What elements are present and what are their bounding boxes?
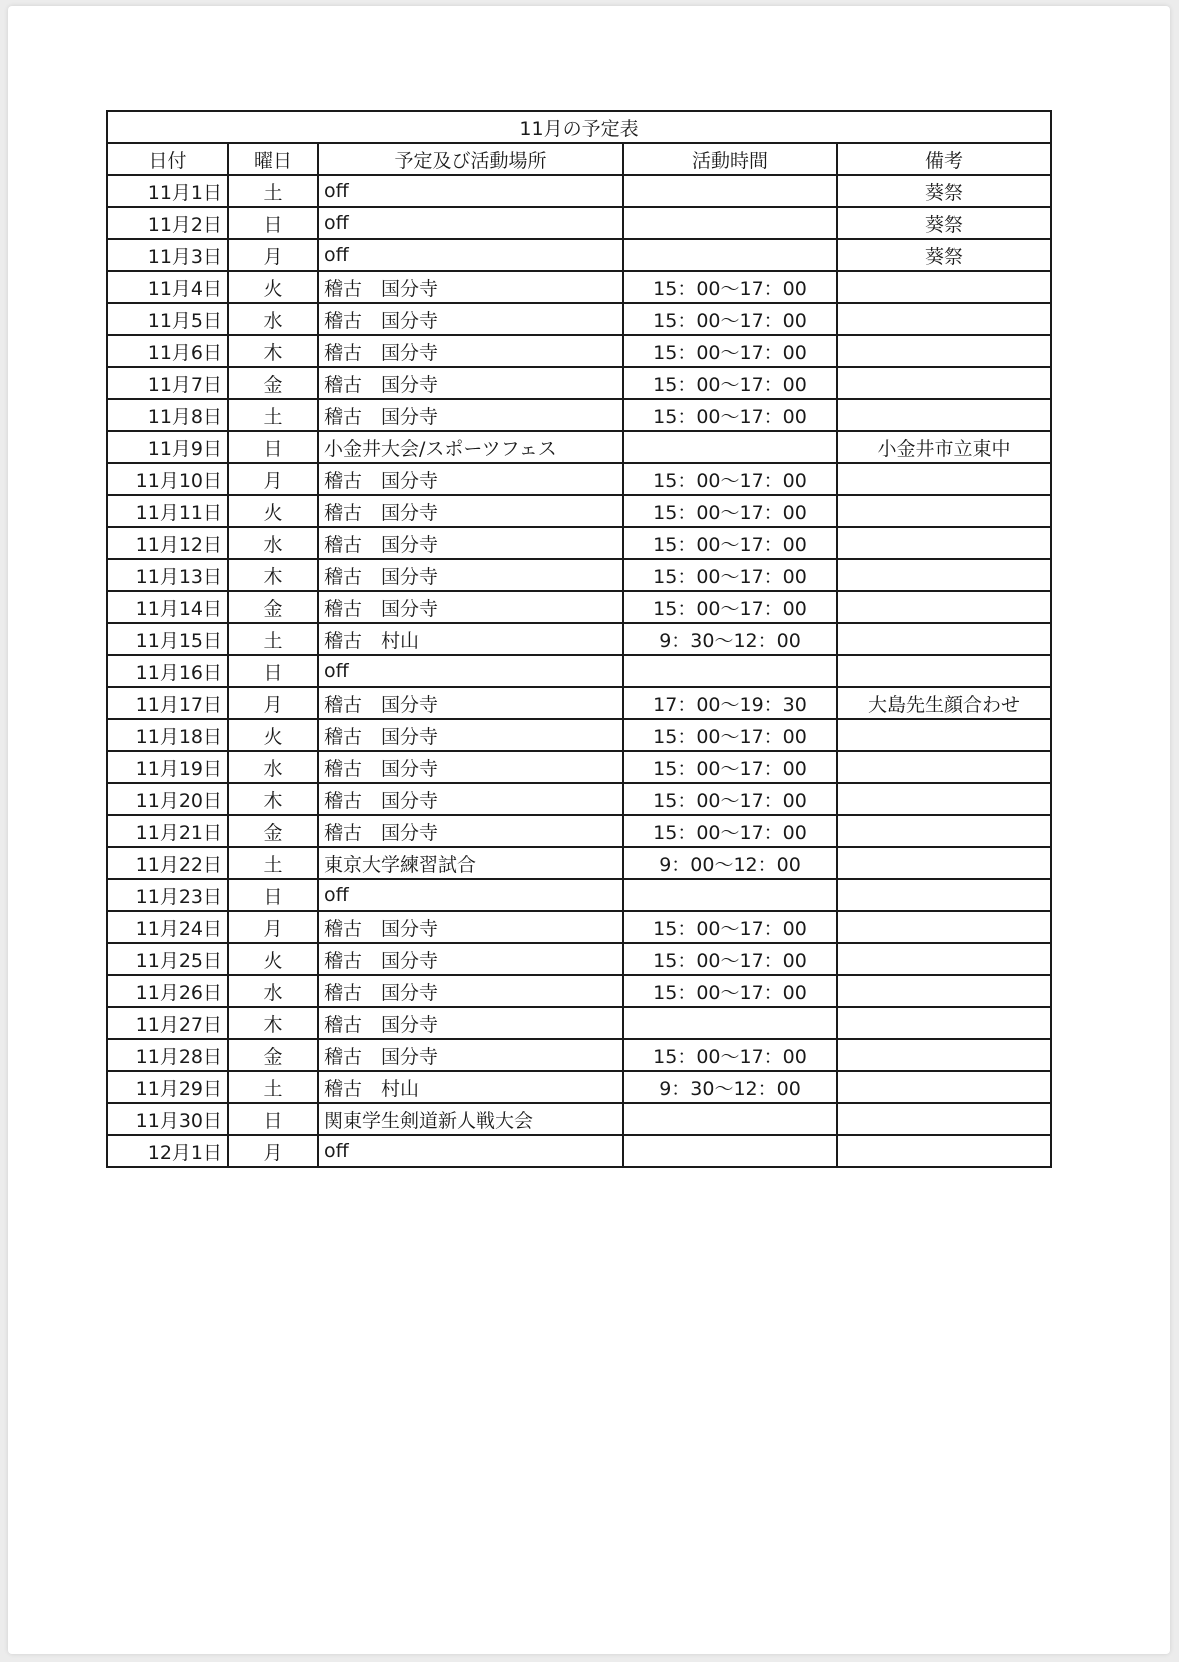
date-cell: 11月14日 [107, 591, 228, 623]
day-of-week-cell: 月 [228, 911, 318, 943]
table-row [107, 1007, 1051, 1039]
event-cell: 東京大学練習試合 [318, 847, 623, 879]
date-cell: 11月4日 [107, 271, 228, 303]
table-row [107, 527, 1051, 559]
day-of-week-cell: 火 [228, 943, 318, 975]
date-cell: 11月6日 [107, 335, 228, 367]
day-of-week-cell: 土 [228, 623, 318, 655]
note-cell [837, 1135, 1051, 1167]
table-row [107, 463, 1051, 495]
date-cell: 12月1日 [107, 1135, 228, 1167]
date-cell: 11月21日 [107, 815, 228, 847]
table-row [107, 335, 1051, 367]
event-cell: 稽古 国分寺 [318, 591, 623, 623]
note-cell [837, 527, 1051, 559]
note-cell [837, 975, 1051, 1007]
date-cell: 11月18日 [107, 719, 228, 751]
time-cell: 15：00〜17：00 [623, 463, 837, 495]
event-cell: 稽古 国分寺 [318, 911, 623, 943]
note-cell [837, 719, 1051, 751]
table-row [107, 1039, 1051, 1071]
event-cell: 関東学生剣道新人戦大会 [318, 1103, 623, 1135]
table-title: 11月の予定表 [107, 111, 1051, 143]
event-cell: off [318, 239, 623, 271]
time-cell: 15：00〜17：00 [623, 559, 837, 591]
date-cell: 11月26日 [107, 975, 228, 1007]
event-cell: 稽古 村山 [318, 1071, 623, 1103]
event-cell: 稽古 国分寺 [318, 527, 623, 559]
time-cell: 15：00〜17：00 [623, 303, 837, 335]
date-cell: 11月3日 [107, 239, 228, 271]
time-cell [623, 207, 837, 239]
day-of-week-cell: 土 [228, 847, 318, 879]
time-cell: 9：30〜12：00 [623, 623, 837, 655]
time-cell: 15：00〜17：00 [623, 751, 837, 783]
note-cell [837, 367, 1051, 399]
date-cell: 11月8日 [107, 399, 228, 431]
note-cell [837, 655, 1051, 687]
time-cell: 15：00〜17：00 [623, 719, 837, 751]
table-row [107, 1103, 1051, 1135]
day-of-week-cell: 木 [228, 335, 318, 367]
schedule-rows [107, 175, 1051, 1167]
note-cell [837, 399, 1051, 431]
day-of-week-cell: 金 [228, 367, 318, 399]
header-notes: 備考 [837, 143, 1051, 175]
date-cell: 11月29日 [107, 1071, 228, 1103]
date-cell: 11月13日 [107, 559, 228, 591]
time-cell [623, 879, 837, 911]
note-cell: 葵祭 [837, 207, 1051, 239]
table-row [107, 303, 1051, 335]
note-cell [837, 751, 1051, 783]
time-cell: 9：30〜12：00 [623, 1071, 837, 1103]
date-cell: 11月27日 [107, 1007, 228, 1039]
day-of-week-cell: 土 [228, 399, 318, 431]
note-cell [837, 1071, 1051, 1103]
note-cell [837, 559, 1051, 591]
note-cell [837, 911, 1051, 943]
table-row [107, 879, 1051, 911]
header-day-of-week: 曜日 [228, 143, 318, 175]
note-cell [837, 815, 1051, 847]
note-cell [837, 1039, 1051, 1071]
note-cell [837, 879, 1051, 911]
table-row [107, 207, 1051, 239]
day-of-week-cell: 月 [228, 687, 318, 719]
table-row [107, 271, 1051, 303]
event-cell: off [318, 879, 623, 911]
time-cell: 15：00〜17：00 [623, 943, 837, 975]
event-cell: 稽古 国分寺 [318, 815, 623, 847]
note-cell [837, 943, 1051, 975]
table-row [107, 975, 1051, 1007]
table-row [107, 655, 1051, 687]
day-of-week-cell: 土 [228, 175, 318, 207]
table-row [107, 367, 1051, 399]
header-row [107, 143, 1051, 175]
event-cell: 稽古 村山 [318, 623, 623, 655]
table-row [107, 815, 1051, 847]
event-cell: off [318, 207, 623, 239]
note-cell [837, 271, 1051, 303]
note-cell [837, 1007, 1051, 1039]
document-page [8, 6, 1170, 1654]
day-of-week-cell: 火 [228, 719, 318, 751]
event-cell: 小金井大会/スポーツフェス [318, 431, 623, 463]
time-cell [623, 239, 837, 271]
time-cell [623, 1135, 837, 1167]
day-of-week-cell: 金 [228, 591, 318, 623]
day-of-week-cell: 火 [228, 271, 318, 303]
event-cell: off [318, 175, 623, 207]
table-row [107, 751, 1051, 783]
event-cell: 稽古 国分寺 [318, 943, 623, 975]
note-cell: 小金井市立東中 [837, 431, 1051, 463]
table-row [107, 911, 1051, 943]
schedule-table [106, 110, 1052, 1168]
table-row [107, 399, 1051, 431]
day-of-week-cell: 日 [228, 207, 318, 239]
day-of-week-cell: 日 [228, 879, 318, 911]
date-cell: 11月7日 [107, 367, 228, 399]
time-cell: 15：00〜17：00 [623, 495, 837, 527]
event-cell: 稽古 国分寺 [318, 495, 623, 527]
time-cell [623, 655, 837, 687]
time-cell: 15：00〜17：00 [623, 367, 837, 399]
table-row [107, 175, 1051, 207]
date-cell: 11月10日 [107, 463, 228, 495]
table-row [107, 719, 1051, 751]
table-row [107, 1071, 1051, 1103]
date-cell: 11月25日 [107, 943, 228, 975]
event-cell: 稽古 国分寺 [318, 463, 623, 495]
note-cell [837, 335, 1051, 367]
time-cell: 15：00〜17：00 [623, 975, 837, 1007]
date-cell: 11月28日 [107, 1039, 228, 1071]
note-cell [837, 591, 1051, 623]
table-row [107, 591, 1051, 623]
event-cell: 稽古 国分寺 [318, 367, 623, 399]
table-row [107, 431, 1051, 463]
note-cell [837, 303, 1051, 335]
table-row [107, 495, 1051, 527]
event-cell: off [318, 655, 623, 687]
date-cell: 11月17日 [107, 687, 228, 719]
table-row [107, 847, 1051, 879]
day-of-week-cell: 水 [228, 751, 318, 783]
date-cell: 11月19日 [107, 751, 228, 783]
event-cell: 稽古 国分寺 [318, 719, 623, 751]
table-row [107, 623, 1051, 655]
note-cell: 葵祭 [837, 239, 1051, 271]
date-cell: 11月1日 [107, 175, 228, 207]
table-row [107, 559, 1051, 591]
time-cell: 15：00〜17：00 [623, 399, 837, 431]
table-row [107, 687, 1051, 719]
time-cell [623, 1103, 837, 1135]
event-cell: 稽古 国分寺 [318, 399, 623, 431]
time-cell [623, 1007, 837, 1039]
event-cell: 稽古 国分寺 [318, 1007, 623, 1039]
event-cell: 稽古 国分寺 [318, 271, 623, 303]
date-cell: 11月20日 [107, 783, 228, 815]
day-of-week-cell: 金 [228, 815, 318, 847]
day-of-week-cell: 木 [228, 559, 318, 591]
day-of-week-cell: 金 [228, 1039, 318, 1071]
date-cell: 11月30日 [107, 1103, 228, 1135]
time-cell: 15：00〜17：00 [623, 335, 837, 367]
time-cell [623, 431, 837, 463]
event-cell: off [318, 1135, 623, 1167]
date-cell: 11月15日 [107, 623, 228, 655]
time-cell: 15：00〜17：00 [623, 783, 837, 815]
event-cell: 稽古 国分寺 [318, 559, 623, 591]
time-cell: 15：00〜17：00 [623, 911, 837, 943]
date-cell: 11月16日 [107, 655, 228, 687]
day-of-week-cell: 日 [228, 655, 318, 687]
note-cell [837, 1103, 1051, 1135]
day-of-week-cell: 日 [228, 1103, 318, 1135]
day-of-week-cell: 日 [228, 431, 318, 463]
event-cell: 稽古 国分寺 [318, 303, 623, 335]
note-cell: 葵祭 [837, 175, 1051, 207]
time-cell: 9：00〜12：00 [623, 847, 837, 879]
time-cell: 15：00〜17：00 [623, 271, 837, 303]
header-event-location: 予定及び活動場所 [318, 143, 623, 175]
date-cell: 11月12日 [107, 527, 228, 559]
table-row [107, 783, 1051, 815]
event-cell: 稽古 国分寺 [318, 783, 623, 815]
day-of-week-cell: 木 [228, 783, 318, 815]
table-row [107, 239, 1051, 271]
day-of-week-cell: 水 [228, 527, 318, 559]
date-cell: 11月11日 [107, 495, 228, 527]
day-of-week-cell: 月 [228, 239, 318, 271]
table-row [107, 943, 1051, 975]
note-cell [837, 495, 1051, 527]
time-cell [623, 175, 837, 207]
table-row [107, 1135, 1051, 1167]
date-cell: 11月22日 [107, 847, 228, 879]
time-cell: 17：00〜19：30 [623, 687, 837, 719]
note-cell [837, 783, 1051, 815]
event-cell: 稽古 国分寺 [318, 335, 623, 367]
day-of-week-cell: 水 [228, 303, 318, 335]
time-cell: 15：00〜17：00 [623, 1039, 837, 1071]
note-cell [837, 463, 1051, 495]
day-of-week-cell: 水 [228, 975, 318, 1007]
header-date: 日付 [107, 143, 228, 175]
note-cell [837, 847, 1051, 879]
day-of-week-cell: 火 [228, 495, 318, 527]
date-cell: 11月2日 [107, 207, 228, 239]
day-of-week-cell: 月 [228, 1135, 318, 1167]
time-cell: 15：00〜17：00 [623, 527, 837, 559]
header-activity-time: 活動時間 [623, 143, 837, 175]
date-cell: 11月24日 [107, 911, 228, 943]
day-of-week-cell: 月 [228, 463, 318, 495]
time-cell: 15：00〜17：00 [623, 591, 837, 623]
date-cell: 11月5日 [107, 303, 228, 335]
date-cell: 11月9日 [107, 431, 228, 463]
note-cell [837, 623, 1051, 655]
note-cell: 大島先生顔合わせ [837, 687, 1051, 719]
day-of-week-cell: 木 [228, 1007, 318, 1039]
date-cell: 11月23日 [107, 879, 228, 911]
event-cell: 稽古 国分寺 [318, 751, 623, 783]
event-cell: 稽古 国分寺 [318, 687, 623, 719]
event-cell: 稽古 国分寺 [318, 975, 623, 1007]
event-cell: 稽古 国分寺 [318, 1039, 623, 1071]
time-cell: 15：00〜17：00 [623, 815, 837, 847]
day-of-week-cell: 土 [228, 1071, 318, 1103]
